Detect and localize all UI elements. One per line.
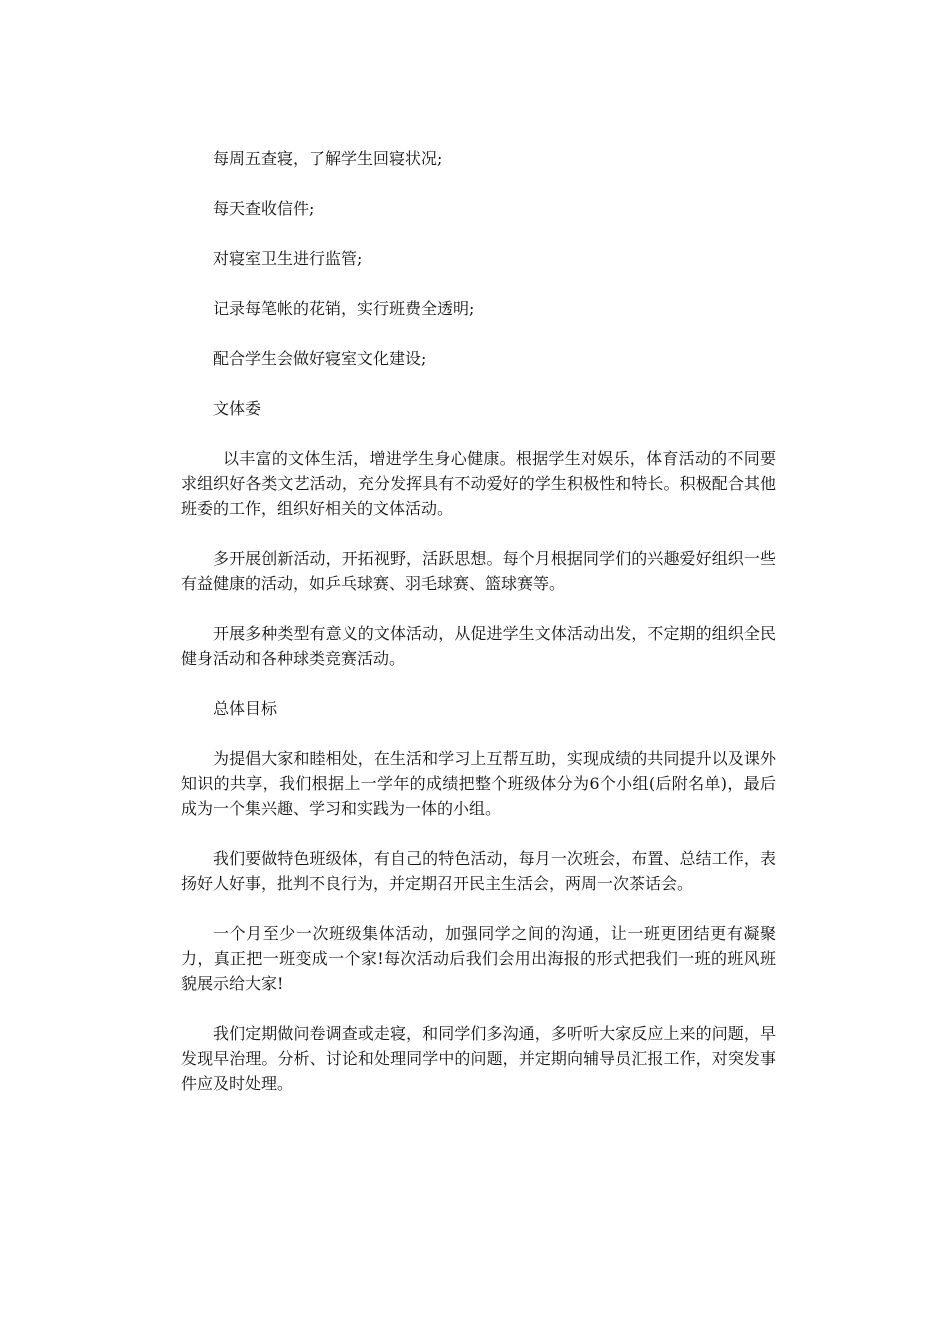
- paragraph-dorm-hygiene: 对寝室卫生进行监管;: [213, 249, 363, 268]
- paragraph-dorm-check: 每周五查寝，了解学生回寝状况;: [213, 149, 443, 168]
- paragraph-survey: 我们定期做问卷调查或走寝，和同学们多沟通，多听听大家反应上来的问题，早发现早治理。分析、讨论和处理同学中的问题，并定期向辅导员汇报工作，对突发事件应及时处理。: [181, 1024, 776, 1093]
- paragraph-groups: 为提倡大家和睦相处，在生活和学习上互帮互助，实现成绩的共同提升以及课外知识的共享，我们根据上一学年的成绩把整个班级体分为6个小组(后附名单)，最后成为一个集兴趣、学习和实践为一体的小组。: [181, 749, 776, 818]
- paragraph-innovation: 多开展创新活动，开拓视野，活跃思想。每个月根据同学们的兴趣爱好组织一些有益健康的活动，如乒乓球赛、羽毛球赛、篮球赛等。: [181, 549, 776, 593]
- heading-overall-goal: 总体目标: [213, 699, 278, 718]
- paragraph-monthly-activity: 一个月至少一次班级集体活动，加强同学之间的沟通，让一班更团结更有凝聚力，真正把一班变成一个家!每次活动后我们会用出海报的形式把我们一班的班风班貌展示给大家!: [181, 924, 776, 993]
- heading-sports-committee: 文体委: [213, 399, 262, 418]
- paragraph-dorm-culture: 配合学生会做好寝室文化建设;: [213, 349, 427, 368]
- document-body: [181, 146, 776, 1121]
- paragraph-sports-activities: 开展多种类型有意义的文体活动，从促进学生文体活动出发，不定期的组织全民健身活动和各种球类竞赛活动。: [181, 624, 776, 668]
- paragraph-special-class: 我们要做特色班级体，有自己的特色活动，每月一次班会，布置、总结工作，表扬好人好事，批判不良行为，并定期召开民主生活会，两周一次茶话会。: [181, 849, 776, 893]
- paragraph-class-fund: 记录每笔帐的花销，实行班费全透明;: [213, 299, 475, 318]
- paragraph-mail: 每天查收信件;: [213, 199, 315, 218]
- paragraph-sports-intro: 以丰富的文体生活，增进学生身心健康。根据学生对娱乐，体育活动的不同要求组织好各类文艺活动，充分发挥具有不动爱好的学生积极性和特长。积极配合其他班委的工作，组织好相关的文体活动。: [181, 449, 776, 518]
